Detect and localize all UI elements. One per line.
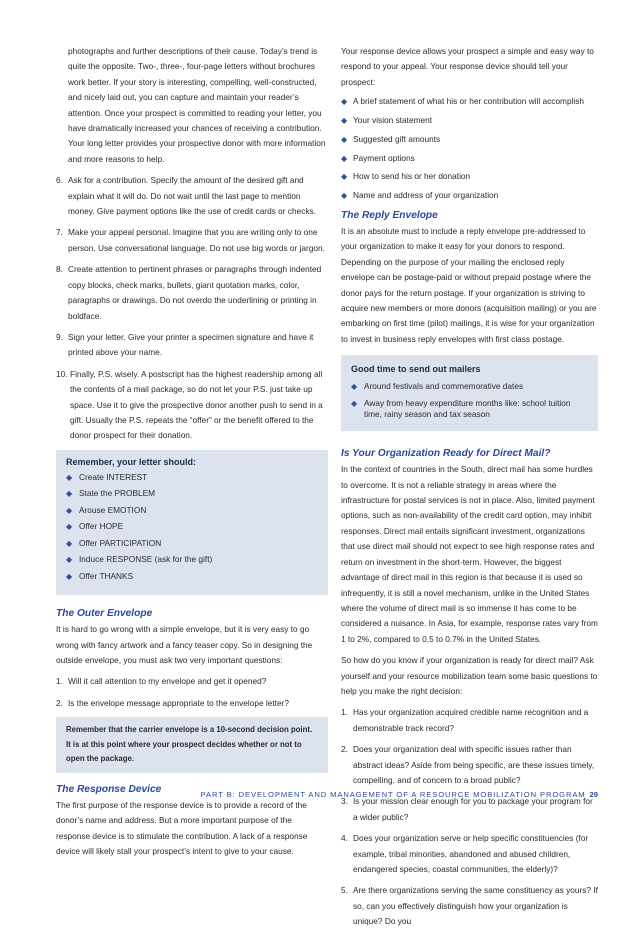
list-item: ◆ Induce RESPONSE (ask for the gift)	[66, 554, 213, 565]
diamond-icon: ◆	[341, 134, 348, 144]
diamond-icon: ◆	[66, 522, 73, 532]
page-number: 29	[589, 790, 598, 799]
list-item: 7. Make your appeal personal. Imagine that you are writing only to one person. Use conversational language. Do not use big words or jargon.	[56, 227, 325, 253]
intro-paragraph	[56, 44, 328, 167]
readiness-questions-list	[341, 705, 598, 929]
response-device-heading: The Response Device	[56, 784, 162, 796]
list-item: ◆ Around festivals and commemorative dates	[351, 381, 524, 392]
diamond-icon: ◆	[341, 116, 348, 126]
list-item: 6. Ask for a contribution. Specify the amount of the desired gift and explain what it will do. Do not wait until the last page to mention money. Give payment options like the use of credit cards or checks.	[56, 175, 316, 217]
intro-line: work better. If your story is interesting, compelling, well-constructed,	[68, 76, 317, 87]
list-item: 2. Does your organization deal with specific issues rather than abstract ideas? Aside from being specific, are these issues timely, compelling, and of concern to a broad public?	[341, 744, 595, 785]
good-time-box-title: Good time to send out mailers	[351, 364, 481, 375]
diamond-icon: ◆	[66, 489, 73, 499]
diamond-icon: ◆	[341, 97, 348, 107]
list-item: ◆ Create INTEREST	[66, 471, 148, 482]
remember-box	[56, 450, 328, 596]
intro-line: Your long letter provides your prospective donor with more information	[68, 138, 326, 149]
diamond-icon: ◆	[351, 382, 358, 392]
diamond-icon: ◆	[66, 472, 73, 482]
list-item: 9. Sign your letter. Give your printer a specimen signature and have it printed above your name.	[56, 331, 314, 358]
diamond-icon: ◆	[341, 153, 348, 163]
intro-line: attention. Once your prospect is committed to reading your letter, you	[68, 107, 322, 118]
footer-text: PART B: DEVELOPMENT AND MANAGEMENT OF A RESOURCE MOBILIZATION PROGRAM	[200, 790, 586, 799]
list-item: 2. Is the envelope message appropriate to the envelope letter?	[56, 697, 289, 708]
list-item: ◆ Offer PARTICIPATION	[66, 537, 162, 548]
good-time-box	[341, 355, 598, 431]
right-column	[341, 44, 598, 936]
list-item: ◆ State the PROBLEM	[66, 488, 156, 499]
remember-list	[66, 472, 318, 582]
intro-line: have dramatically increased your chances of receiving a contribution.	[68, 123, 322, 134]
list-item: ◆ Suggested gift amounts	[341, 133, 441, 144]
intro-line: photographs and further descriptions of their cause. Today’s trend is	[68, 46, 318, 56]
page-footer	[0, 790, 598, 799]
list-item: ◆ Offer HOPE	[66, 521, 124, 532]
list-item: ◆ Offer THANKS	[66, 570, 134, 581]
left-column	[56, 44, 328, 860]
ready-body-1: In the context of countries in the South, direct mail has some hurdles to overcome. It is not a reliable strategy in areas where the infrastructure for postal services is not in place. Also, limited payment options, such as non-availability of the credit card option, may inhibit responses. Direct mail entails significant investment, organizations that use direct mail should not expect to see high response rates and return on investment in the short-term. However, the biggest advantage of direct mail in this region is that because it is used so infrequently, it is still a novel mechanism, unlike in the United States where the volume of direct mail is so immense it has come to be considered a nuisance. In Asia, for example, response rates vary from 1 to 2%, compared to 0.5 to 0.7% in the United States.	[341, 464, 598, 644]
remember-box-title: Remember, your letter should:	[66, 456, 197, 467]
ready-body-2: So how do you know if your organization is ready for direct mail? Ask yourself and your resource mobilization team some basic questions to help you make the right decision:	[341, 655, 598, 696]
response-device-list	[341, 96, 598, 201]
list-item: 3. Is your mission clear enough for you to package your program for a wider public?	[341, 796, 593, 822]
envelope-questions-list	[56, 674, 328, 711]
intro-line: and more reasons to help.	[68, 153, 165, 164]
list-item: 8. Create attention to pertinent phrases or paragraphs through indented copy blocks, check marks, bullets, giant quotation marks, color, paragraphs or drawings. Do not overdo the underlining or printing in boldface.	[56, 264, 322, 321]
reply-envelope-heading: The Reply Envelope	[341, 210, 438, 221]
diamond-icon: ◆	[341, 191, 348, 201]
diamond-icon: ◆	[351, 398, 358, 408]
outer-envelope-heading: The Outer Envelope	[56, 608, 153, 620]
outer-envelope-body: It is hard to go wrong with a simple envelope, but it is very easy to go wrong with fancy artwork and a fancy teaser copy. So in designing the outside envelope, you must ask two very important questions:	[56, 624, 313, 666]
intro-line: quite the opposite. Two-, three-, four-page letters without brochures	[68, 61, 316, 72]
intro-line: and nicely laid out, you can capture and maintain your reader’s	[68, 92, 299, 103]
list-item: 4. Does your organization serve or help specific constituencies (for example, tribal minorities, abandoned and abused children, endangered species, coastal communities, the elderly)?	[341, 833, 589, 874]
diamond-icon: ◆	[341, 172, 348, 182]
diamond-icon: ◆	[66, 555, 73, 565]
good-time-list	[351, 381, 588, 420]
response-device-body: The first purpose of the response device is to provide a record of the donor’s name and address. But a more important purpose of the response device is to stimulate the contribution. A lack of a response device will likely stall your prospect’s intent to give to your cause.	[56, 800, 308, 857]
list-item: ◆ Name and address of your organization	[341, 190, 499, 201]
list-item: 5. Are there organizations serving the same constituency as yours? If so, can you effectively distinguish how your organization is unique? Do you	[341, 885, 598, 927]
ready-heading: Is Your Organization Ready for Direct Mail?	[341, 448, 551, 460]
list-item: 1. Has your organization acquired credible name recognition and a demonstrable track record?	[341, 707, 589, 733]
list-item: ◆ How to send his or her donation	[341, 171, 471, 182]
list-item: ◆ Payment options	[341, 152, 415, 163]
list-item: ◆ A brief statement of what his or her contribution will accomplish	[341, 96, 585, 107]
diamond-icon: ◆	[66, 538, 73, 548]
diamond-icon: ◆	[66, 505, 73, 515]
reply-envelope-body: It is an absolute must to include a reply envelope pre-addressed to your organization to make it easy for your donors to respond. Depending on the purpose of your mailing the enclosed reply envelope can be postage-paid or without prepaid postage where the donor pays for the return postage. If your organization is striving to acquire new members or more donors (acquisition mailing) or you are embarking on first time (pilot) mailings, it is wise for your organization to invest in business reply envelopes with first class postage.	[341, 226, 597, 344]
list-item: 10. Finally, P.S. wisely. A postscript has the highest readership among all the contents of a mail package, so do not let your P.S. just take up space. Use it to give the prospective donor another push to send in a gift. Usually the P.S. repeats the “offer” or the benefit offered to the donor prospect for their donation.	[56, 368, 323, 441]
list-item: ◆ Away from heavy expenditure months like: school tuition time, rainy season and tax season	[351, 397, 571, 419]
letter-steps-list	[56, 173, 328, 444]
carrier-envelope-note: Remember that the carrier envelope is a 10-second decision point. It is at this point where your prospect decides whether or not to open the package.	[56, 717, 328, 773]
list-item: 1. Will it call attention to my envelope and get it opened?	[56, 676, 267, 687]
diamond-icon: ◆	[66, 571, 73, 581]
list-item: ◆ Your vision statement	[341, 115, 433, 126]
list-item: ◆ Arouse EMOTION	[66, 504, 147, 515]
response-device-intro: Your response device allows your prospect a simple and easy way to respond to your appeal. Your response device should tell your prospect:	[341, 46, 594, 87]
